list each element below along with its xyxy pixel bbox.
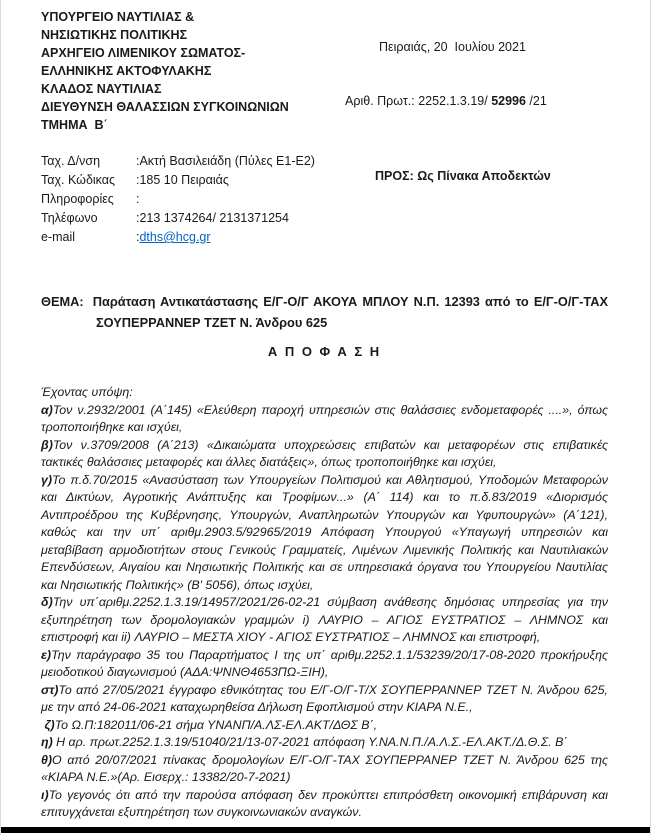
contact-row-telephone xyxy=(41,209,608,228)
contact-value: :213 1374264/ 2131371254 xyxy=(136,211,289,225)
agency-header-line: ΔΙΕΥΘΥΝΣΗ ΘΑΛΑΣΣΙΩΝ ΣΥΓΚΟΙΝΩΝΙΩΝ xyxy=(41,100,289,114)
item-text: Την υπ΄αριθμ.2252.1.3.19/14957/2021/26-02-21 σύμβαση ανάθεσης δημόσιας υπηρεσίας για την εξυπηρέτηση των δρομολογιακών γραμμών i) ΛΑΥΡΙΟ – ΑΓΙΟΣ ΕΥΣΤΡΑΤΙΟΣ – ΛΗΜΝΟΣ και επιστροφή και ii) ΛΑΥΡΙΟ – ΜΕΣΤΑ ΧΙΟΥ - ΑΓΙΟΣ ΕΥΣΤΡΑΤΙΟΣ – ΛΗΜΝΟΣ και επιστροφή, xyxy=(41,595,608,644)
consideration-item-st xyxy=(41,682,608,717)
considerations-section xyxy=(41,384,608,822)
agency-header-line: ΥΠΟΥΡΓΕΙΟ ΝΑΥΤΙΛΙΑΣ & xyxy=(41,10,195,24)
protocol-suffix: /21 xyxy=(525,94,547,108)
recipient-line: ΠΡΟΣ: Ως Πίνακα Αποδεκτών xyxy=(375,169,551,183)
contact-label: Ταχ. Κώδικας xyxy=(41,173,116,187)
item-lead: ζ) xyxy=(41,717,55,732)
subject-label: ΘΕΜΑ: xyxy=(41,294,84,309)
contact-label: Ταχ. Δ/νση xyxy=(41,154,101,168)
consideration-item-g xyxy=(41,472,608,595)
item-lead: η) xyxy=(41,735,53,749)
decision-heading: Α Π Ο Φ Α Σ Η xyxy=(267,344,382,359)
contact-label: Πληροφορίες xyxy=(41,192,114,206)
item-lead: στ) xyxy=(41,682,59,697)
agency-header-line: ΤΜΗΜΑ Β΄ xyxy=(41,118,108,132)
document-date: Πειραιάς, 20 Ιουλίου 2021 xyxy=(379,40,526,54)
item-text: Την παράγραφο 35 του Παραρτήματος Ι της υπ΄ αριθμ.2252.1.1/53239/20/17-08-2020 προκήρυξης μειοδοτικού διαγωνισμού (ΑΔΑ:ΨΝΝΘ4653ΠΩ-ΞΙΗ), xyxy=(41,647,608,679)
consideration-item-z xyxy=(41,717,608,735)
consideration-item-b xyxy=(41,437,608,472)
item-lead: α) xyxy=(41,402,53,417)
contact-row-email xyxy=(41,228,608,247)
subject-paragraph xyxy=(41,291,608,333)
document-content xyxy=(1,0,650,822)
item-text: Το π.δ.70/2015 «Ανασύσταση των Υπουργείων Πολιτισμού και Αθλητισμού, Υποδομών Μεταφορών και Δικτύων, Αγροτικής Ανάπτυξης και Τροφίμων...» (Α΄ 114) και το π.δ.83/2019 «Διορισμός Αντιπροέδρου της Κυβέρνησης, Υπουργών, Αναπληρωτών Υπουργών και Υφυπουργών» (Α΄121), καθώς και την υπ΄ αριθμ.2903.5/92965/2019 Απόφαση Υπουργού «Υπαγωγή υπηρεσιών και μεταβίβαση αρμοδιοτήτων στους Γενικούς Γραμματείς, Λιμένων Λιμενικής Πολιτικής και Ναυτιλιακών Επενδύσεων, Αιγαίου και Νησιωτικής Πολιτικής και σε υπηρεσιακά όργανα του Υπουργείου Ναυτιλίας και Νησιωτικής Πολιτικής» (Β' 5056), όπως ισχύει, xyxy=(41,472,608,592)
consideration-item-th xyxy=(41,752,608,787)
consideration-item-h xyxy=(41,734,608,752)
protocol-prefix: Αριθ. Πρωτ.: 2252.1.3.19/ xyxy=(345,94,492,108)
item-lead: δ) xyxy=(41,595,53,609)
contact-block xyxy=(41,152,608,247)
item-text: Ο από 20/07/2021 πίνακας δρομολογίων Ε/Γ-Ο/Γ-ΤΑΧ ΣΟΥΠΕΡΡΑΝΕΡ ΤΖΕΤ Ν. Άνδρου 625 της «ΚΙΑΡΑ Ν.Ε.»(Αρ. Εισερχ.: 13382/20-7-2021) xyxy=(41,752,608,784)
agency-header-line: ΝΗΣΙΩΤΙΚΗΣ ΠΟΛΙΤΙΚΗΣ xyxy=(41,28,188,42)
item-lead: ι) xyxy=(41,787,49,802)
item-text: Η αρ. πρωτ.2252.1.3.19/51040/21/13-07-2021 απόφαση Υ.ΝΑ.Ν.Π./Α.Λ.Σ.-ΕΛ.ΑΚΤ./Δ.Θ.Σ. Β΄ xyxy=(52,735,568,749)
item-text: Το Ω.Π:182011/06-21 σήμα ΥΝΑΝΠ/Α.ΛΣ-ΕΛ.ΑΚΤ/ΔΘΣ Β΄, xyxy=(54,717,378,732)
contact-colon: : xyxy=(136,230,140,244)
protocol-number: 52996 xyxy=(491,94,526,108)
contact-value: : xyxy=(136,192,140,206)
consideration-item-e xyxy=(41,647,608,682)
item-lead: ε) xyxy=(41,647,52,662)
contact-row-information xyxy=(41,190,608,209)
protocol-number-line xyxy=(345,94,547,108)
subject-text: Παράταση Αντικατάστασης Ε/Γ-Ο/Γ ΑΚΟΥΑ ΜΠΛΟΥ Ν.Π. 12393 από το Ε/Γ-Ο/Γ-ΤΑΧ ΣΟΥΠΕΡΡΑΝΝΕΡ ΤΖΕΤ Ν. Άνδρου 625 xyxy=(92,294,608,330)
contact-value: :Ακτή Βασιλειάδη (Πύλες Ε1-Ε2) xyxy=(136,154,315,168)
agency-header-line: ΕΛΛΗΝΙΚΗΣ ΑΚΤΟΦΥΛΑΚΗΣ xyxy=(41,64,212,78)
page-bottom-scan-bar xyxy=(1,827,650,833)
contact-label: e-mail xyxy=(41,230,76,244)
preamble: Έχοντας υπόψη: xyxy=(41,385,133,399)
item-text: Το γεγονός ότι από την παρούσα απόφαση δεν προκύπτει επιπρόσθετη οικονομική επιβάρυνση και επιτυγχάνεται εξυπηρέτηση των συγκοινωνιακών αναγκών. xyxy=(41,787,608,819)
agency-header-block xyxy=(41,8,608,134)
item-lead: γ) xyxy=(41,472,53,487)
item-text: Το από 27/05/2021 έγγραφο εθνικότητας του Ε/Γ-Ο/Γ-Τ/Χ ΣΟΥΠΕΡΡΑΝΝΕΡ ΤΖΕΤ Ν. Άνδρου 625, με την από 24-06-2021 καταχωρηθείσα Δήλωση Εφοπλισμού στην ΚΙΑΡΑ Ν.Ε., xyxy=(41,682,608,714)
agency-header-line: ΑΡΧΗΓΕΙΟ ΛΙΜΕΝΙΚΟΥ ΣΩΜΑΤΟΣ- xyxy=(41,46,246,60)
consideration-item-d xyxy=(41,594,608,647)
contact-value: :185 10 Πειραιάς xyxy=(136,173,229,187)
consideration-item-a xyxy=(41,402,608,437)
item-lead: β) xyxy=(41,437,53,452)
email-link[interactable]: dths@hcg.gr xyxy=(139,230,211,244)
item-lead: θ) xyxy=(41,752,53,767)
consideration-item-i xyxy=(41,787,608,822)
contact-label: Τηλέφωνο xyxy=(41,211,98,225)
item-text: Τον ν.3709/2008 (Α΄213) «Δικαιώματα υποχρεώσεις επιβατών και μεταφορέων στις επιβατικές τακτικές θαλάσσιες μεταφορές και άλλες διατάξεις», όπως τροποποιήθηκε και ισχύει, xyxy=(41,437,608,469)
item-text: Τον ν.2932/2001 (Α΄145) «Ελεύθερη παροχή υπηρεσιών στις θαλάσσιες ενδομεταφορές ....», όπως τροποποιήθηκε και ισχύει, xyxy=(41,402,608,434)
agency-header-line: ΚΛΑΔΟΣ ΝΑΥΤΙΛΙΑΣ xyxy=(41,82,162,96)
